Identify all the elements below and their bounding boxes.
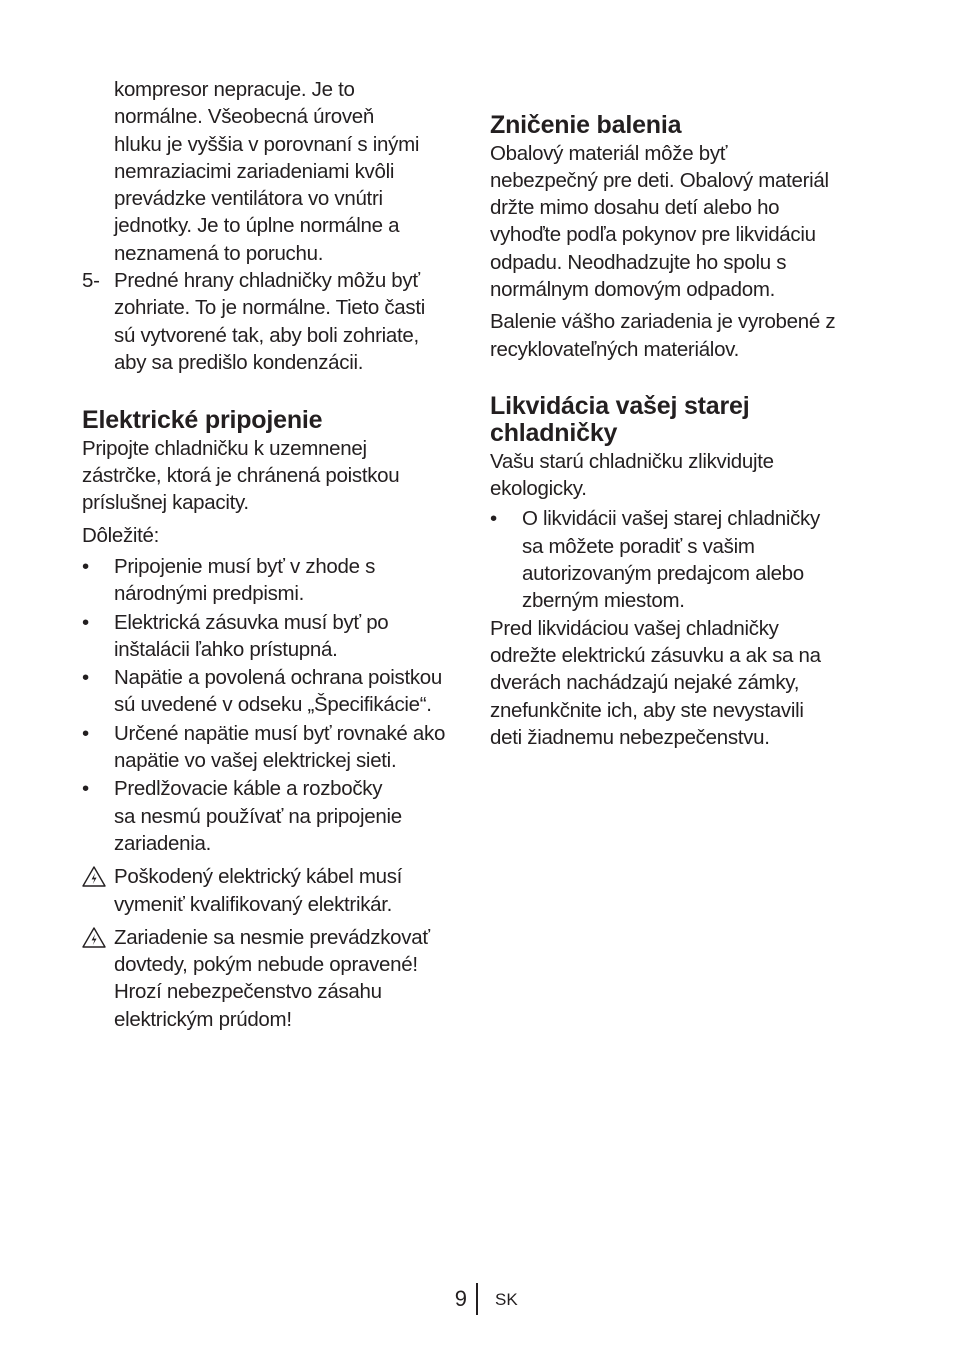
text-line: vymeniť kvalifikovaný elektrikár. [114, 892, 393, 916]
warning-note [82, 863, 467, 918]
text-line: Balenie vášho zariadenia je vyrobené z [490, 310, 836, 334]
bullet-marker: • [82, 554, 89, 578]
footer-divider [476, 1283, 478, 1315]
text-line: nemraziacimi zariadeniami kvôli [114, 159, 395, 183]
text-line: dovtedy, pokým nebude opravené! [114, 953, 418, 977]
heading-line: Likvidácia vašej starej [490, 391, 750, 420]
text-line: držte mimo dosahu detí alebo ho [490, 196, 780, 220]
text-line: zohriate. To je normálne. Tieto časti [114, 296, 425, 320]
bullet-marker: • [490, 507, 497, 531]
text-line: Určené napätie musí byť rovnaké ako [114, 721, 446, 745]
section-heading-packaging: Zničenie balenia [490, 111, 682, 139]
electric-warning-icon [82, 866, 106, 887]
text-line: znefunkčnite ich, aby ste nevystavili [490, 698, 804, 722]
numbered-item-5 [82, 267, 467, 376]
text-line: deti žiadnemu nebezpečenstvu. [490, 725, 770, 749]
bullet-marker: • [82, 666, 89, 690]
page-footer [0, 1283, 954, 1317]
text-line: Poškodený elektrický kábel musí [114, 865, 403, 889]
text-line: Elektrická zásuvka musí byť po [114, 610, 389, 634]
text-line: vyhoďte podľa pokynov pre likvidáciu [490, 223, 816, 247]
language-code: SK [495, 1290, 518, 1309]
text-line: Predlžovacie káble a rozbočky [114, 777, 383, 801]
text-line: Pripojenie musí byť v zhode s [114, 554, 376, 578]
text-line: ekologicky. [490, 477, 587, 501]
electrical-bullet-list [82, 553, 467, 857]
text-line: inštalácii ľahko prístupná. [114, 637, 338, 661]
text-line: sú uvedené v odseku „Špecifikácie“. [114, 693, 432, 717]
text-line: Zariadenie sa nesmie prevádzkovať [114, 925, 430, 949]
text-line: príslušnej kapacity. [82, 491, 249, 515]
disposal-paragraph [490, 615, 875, 751]
important-label: Dôležité: [82, 523, 160, 547]
text-line: sa nesmú používať na pripojenie [114, 804, 402, 828]
text-line: odpadu. Neodhadzujte ho spolu s [490, 250, 787, 274]
text-line: elektrickým prúdom! [114, 1007, 292, 1031]
text-line: Predné hrany chladničky môžu byť [114, 269, 420, 293]
left-column [82, 76, 467, 1033]
text-line: zástrčke, ktorá je chránená poistkou [82, 464, 400, 488]
text-line: aby sa predišlo kondenzácii. [114, 350, 364, 374]
text-line: napätie vo vašej elektrickej sieti. [114, 749, 397, 773]
bullet-marker: • [82, 777, 89, 801]
packaging-paragraph-1 [490, 140, 875, 304]
text-line: sa môžete poradiť s vašim [522, 534, 755, 558]
text-line: jednotky. Je to úplne normálne a [114, 214, 400, 238]
text-line: Hrozí nebezpečenstvo zásahu [114, 980, 382, 1004]
text-line: odrežte elektrickú zásuvku a ak sa na [490, 643, 821, 667]
bullet-marker: • [82, 721, 89, 745]
heading-line: chladničky [490, 419, 618, 448]
electrical-intro [82, 435, 467, 517]
text-line: Pripojte chladničku k uzemnenej [82, 436, 367, 460]
text-line: Napätie a povolená ochrana poistkou [114, 666, 442, 690]
section-heading-disposal [490, 393, 875, 448]
item-number: 5- [82, 269, 100, 293]
text-line: zberným miestom. [522, 589, 685, 613]
text-line: neznamená to poruchu. [114, 241, 324, 265]
list-item [490, 505, 875, 614]
text-line: kompresor nepracuje. Je to [114, 78, 355, 101]
page-number: 9 [454, 1286, 467, 1311]
list-item [82, 775, 467, 857]
section-heading-electrical: Elektrické pripojenie [82, 406, 323, 435]
text-line: zariadenia. [114, 831, 211, 855]
text-line: hluku je vyššia v porovnaní s inými [114, 132, 420, 156]
text-line: Pred likvidáciou vašej chladničky [490, 616, 779, 640]
text-line: normálnym domovým odpadom. [490, 277, 776, 301]
text-line: Vašu starú chladničku zlikvidujte [490, 449, 774, 473]
packaging-paragraph-2 [490, 308, 875, 363]
text-line: recyklovateľných materiálov. [490, 337, 739, 361]
text-line: národnými predpismi. [114, 582, 304, 606]
warning-note [82, 924, 467, 1033]
continued-paragraph [82, 76, 467, 267]
disposal-intro [490, 448, 875, 503]
bullet-marker: • [82, 610, 89, 634]
text-line: autorizovaným predajcom alebo [522, 562, 804, 586]
right-column [490, 76, 875, 751]
list-item [82, 664, 467, 719]
text-line: O likvidácii vašej starej chladničky [522, 507, 820, 531]
list-item [82, 720, 467, 775]
text-line: Obalový materiál môže byť [490, 141, 728, 165]
text-line: normálne. Všeobecná úroveň [114, 105, 375, 129]
electric-warning-icon [82, 927, 106, 948]
text-line: dverách nachádzajú nejaké zámky, [490, 671, 800, 695]
text-line: sú vytvorené tak, aby boli zohriate, [114, 323, 419, 347]
text-line: prevádzke ventilátora vo vnútri [114, 187, 383, 211]
disposal-bullet-list [490, 505, 875, 614]
text-line: nebezpečný pre deti. Obalový materiál [490, 168, 829, 192]
list-item [82, 553, 467, 608]
list-item [82, 609, 467, 664]
